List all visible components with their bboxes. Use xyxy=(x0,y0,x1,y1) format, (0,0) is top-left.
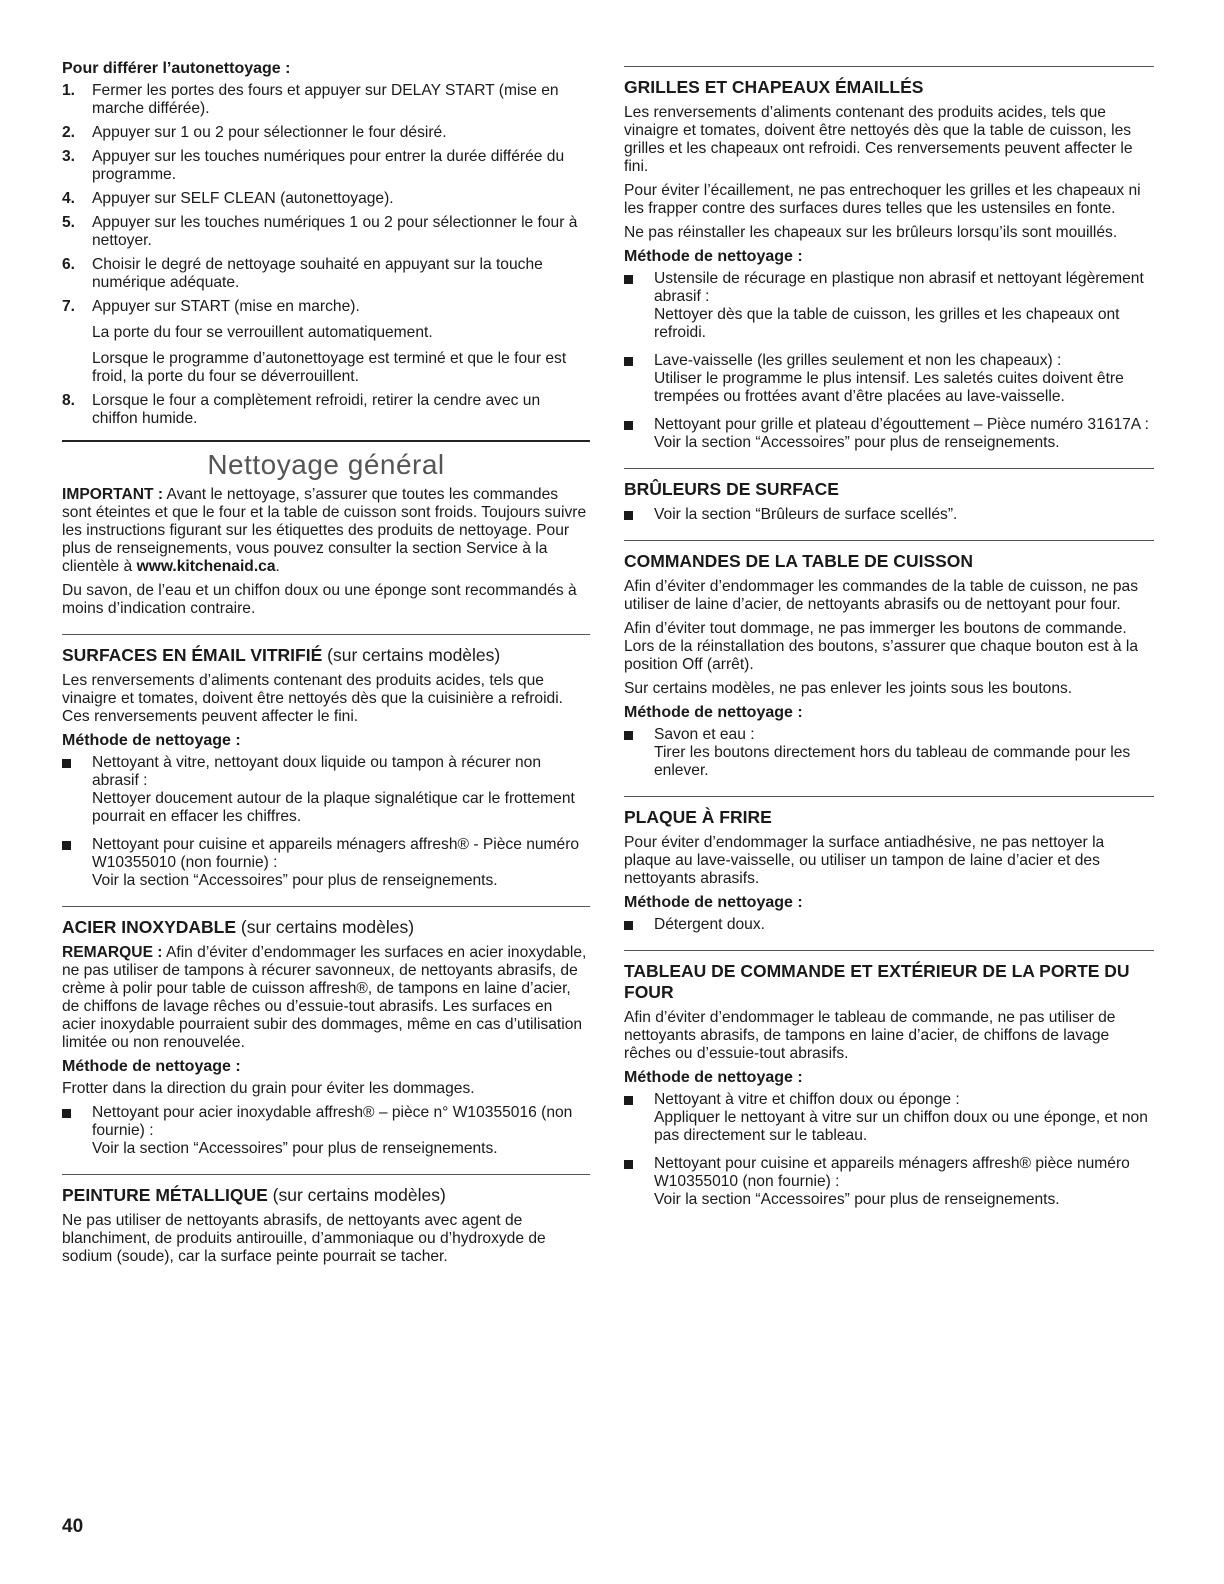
grates-methods xyxy=(624,270,1154,452)
steel-note: REMARQUE : Afin d’éviter d’endommager les surfaces en acier inoxydable, ne pas utiliser de tampons à récurer savonneux, de nettoyants abrasifs, de crème à polir pour table de cuisson affresh®, de tampons en laine d’acier, de chiffons de lavage rêches ou d’essuie-tout abrasifs. Les surfaces en acier inoxydable pourraient subir des dommages, même en cas d’utilisation limitée ou non renouvelée. xyxy=(62,944,587,1051)
step-item: 8. Lorsque le four a complètement refroidi, retirer la cendre avec un chiffon humide. xyxy=(62,392,541,427)
griddle-title: PLAQUE À FRIRE xyxy=(624,807,772,827)
bullet-icon xyxy=(624,1160,633,1169)
bullet-icon xyxy=(62,759,71,768)
grates-title: GRILLES ET CHAPEAUX ÉMAILLÉS xyxy=(624,77,924,97)
step-note: Lorsque le programme d’autonettoyage est terminé et que le four est froid, la porte du four se déverrouillent. xyxy=(92,350,567,385)
step-item: 1. Fermer les portes des fours et appuyer sur DELAY START (mise en marche différée). xyxy=(62,82,559,117)
step-item: 5. Appuyer sur les touches numériques 1 ou 2 pour sélectionner le four à nettoyer. xyxy=(62,214,578,249)
steel-text: Frotter dans la direction du grain pour éviter les dommages. xyxy=(62,1080,475,1097)
griddle-text: Pour éviter d’endommager la surface antiadhésive, ne pas nettoyer la plaque au lave-vaisselle, ou utiliser un tampon de laine d’acier et des nettoyants abrasifs. xyxy=(624,834,1105,887)
controls-text: Afin d’éviter tout dommage, ne pas immerger les boutons de commande. Lors de la réinstallation des boutons, s’assurer que chaque bouton est à la position Off (arrêt). xyxy=(624,620,1139,673)
bullet-icon xyxy=(624,275,633,284)
bullet-icon xyxy=(624,921,633,930)
paint-text: Ne pas utiliser de nettoyants abrasifs, de nettoyants avec agent de blanchiment, de produits antirouille, d’ammoniaque ou d’hydroxyde de sodium (soude), car la surface peinte pourrait se tacher. xyxy=(62,1212,546,1265)
list-item: Savon et eau : Tirer les boutons directement hors du tableau de commande pour les enlever. xyxy=(624,726,1154,780)
panel-methods xyxy=(624,1091,1154,1209)
step-item: 6. Choisir le degré de nettoyage souhaité en appuyant sur la touche numérique adéquate. xyxy=(62,256,543,291)
left-column xyxy=(62,60,590,1272)
list-item: Lave-vaisselle (les grilles seulement et non les chapeaux) : Utiliser le programme le plus intensif. Les saletés cuites doivent être trempées ou frottées avant d’être placées au lave-vaisselle. xyxy=(624,352,1154,406)
section-divider xyxy=(62,634,590,635)
grates-text: Les renversements d’aliments contenant des produits acides, tels que vinaigre et tomates, doivent être nettoyés dès que la table de cuisson, les grilles et les chapeaux ont refroidi. Ces renversements peuvent affecter le fini. xyxy=(624,104,1133,175)
steel-methods xyxy=(62,1104,590,1158)
section-divider xyxy=(624,950,1154,951)
step-item: 3. Appuyer sur les touches numériques pour entrer la durée différée du programme. xyxy=(62,148,565,183)
step-item: 4. Appuyer sur SELF CLEAN (autonettoyage). xyxy=(62,190,394,207)
grates-text: Ne pas réinstaller les chapeaux sur les brûleurs lorsqu’ils sont mouillés. xyxy=(624,224,1118,241)
method-heading: Méthode de nettoyage : xyxy=(624,248,803,265)
section-divider xyxy=(624,66,1154,67)
paint-title: PEINTURE MÉTALLIQUE (sur certains modèles) xyxy=(62,1185,446,1205)
steel-title: ACIER INOXYDABLE (sur certains modèles) xyxy=(62,917,415,937)
section-divider xyxy=(62,906,590,907)
bullet-icon xyxy=(62,1109,71,1118)
controls-methods xyxy=(624,726,1154,780)
bullet-icon xyxy=(624,731,633,740)
panel-text: Afin d’éviter d’endommager le tableau de commande, ne pas utiliser de nettoyants abrasifs, de tampons en laine d’acier, de chiffons de lavage rêches ou d’essuie-tout abrasifs. xyxy=(624,1009,1116,1062)
right-column xyxy=(624,62,1154,1219)
controls-title: COMMANDES DE LA TABLE DE CUISSON xyxy=(624,551,974,571)
delay-title: Pour différer l’autonettoyage : xyxy=(62,60,291,77)
list-item: Nettoyant à vitre et chiffon doux ou éponge : Appliquer le nettoyant à vitre sur un chiffon doux ou une éponge, et non pas directement sur le tableau. xyxy=(624,1091,1154,1145)
method-heading: Méthode de nettoyage : xyxy=(624,894,803,911)
enamel-text: Les renversements d’aliments contenant des produits acides, tels que vinaigre et tomates, doivent être nettoyés dès que la cuisinière a refroidi. Ces renversements peuvent affecter le fini. xyxy=(62,672,564,725)
controls-text: Afin d’éviter d’endommager les commandes de la table de cuisson, ne pas utiliser de laine d’acier, de nettoyants abrasifs ou de nettoyant pour four. xyxy=(624,578,1139,613)
delay-steps xyxy=(62,82,590,428)
enamel-title: SURFACES EN ÉMAIL VITRIFIÉ (sur certains modèles) xyxy=(62,645,501,665)
method-heading: Méthode de nettoyage : xyxy=(624,1069,803,1086)
bullet-icon xyxy=(624,421,633,430)
section-divider xyxy=(62,440,590,442)
controls-text: Sur certains modèles, ne pas enlever les joints sous les boutons. xyxy=(624,680,1073,697)
list-item: Voir la section “Brûleurs de surface scellés”. xyxy=(624,506,1154,524)
website-link[interactable]: www.kitchenaid.ca xyxy=(136,558,276,575)
soap-note: Du savon, de l’eau et un chiffon doux ou une éponge sont recommandés à moins d’indication contraire. xyxy=(62,582,577,617)
list-item: Nettoyant pour cuisine et appareils ménagers affresh® - Pièce numéro W10355010 (non fournie) : Voir la section “Accessoires” pour plus de renseignements. xyxy=(62,836,590,890)
list-item: Détergent doux. xyxy=(624,916,1154,934)
method-heading: Méthode de nettoyage : xyxy=(624,704,803,721)
step-item: 7. Appuyer sur START (mise en marche). La porte du four se verrouillent automatiquement. Lorsque le programme d’autonettoyage est terminé et que le four est froid, la porte du four se déverrouillent. xyxy=(62,298,590,386)
section-divider xyxy=(624,468,1154,469)
list-item: Nettoyant à vitre, nettoyant doux liquide ou tampon à récurer non abrasif : Nettoyer doucement autour de la plaque signalétique car le frottement pourrait en effacer les chiffres. xyxy=(62,754,590,826)
list-item: Nettoyant pour cuisine et appareils ménagers affresh® pièce numéro W10355010 (non fournie) : Voir la section “Accessoires” pour plus de renseignements. xyxy=(624,1155,1154,1209)
burners-list xyxy=(624,506,1154,524)
section-divider xyxy=(624,796,1154,797)
bullet-icon xyxy=(624,511,633,520)
important-note: IMPORTANT : Avant le nettoyage, s’assurer que toutes les commandes sont éteintes et que le four et la table de cuisson sont froids. Toujours suivre les instructions figurant sur les étiquettes des produits de nettoyage. Pour plus de renseignements, vous pouvez consulter la section Service à la clientèle à www.kitchenaid.ca. xyxy=(62,486,587,575)
section-divider xyxy=(62,1174,590,1175)
general-cleaning-title: Nettoyage général xyxy=(207,449,445,480)
grates-text: Pour éviter l’écaillement, ne pas entrechoquer les grilles et les chapeaux ni les frapper contre des surfaces dures telles que les ustensiles en fonte. xyxy=(624,182,1141,217)
list-item: Ustensile de récurage en plastique non abrasif et nettoyant légèrement abrasif : Nettoyer dès que la table de cuisson, les grilles et les chapeaux ont refroidi. xyxy=(624,270,1154,342)
bullet-icon xyxy=(624,1096,633,1105)
section-divider xyxy=(624,540,1154,541)
bullet-icon xyxy=(62,841,71,850)
step-item: 2. Appuyer sur 1 ou 2 pour sélectionner le four désiré. xyxy=(62,124,447,141)
griddle-methods xyxy=(624,916,1154,934)
panel-title: TABLEAU DE COMMANDE ET EXTÉRIEUR DE LA PORTE DU FOUR xyxy=(624,961,1130,1002)
method-heading: Méthode de nettoyage : xyxy=(62,732,241,749)
bullet-icon xyxy=(624,357,633,366)
step-note: La porte du four se verrouillent automatiquement. xyxy=(92,324,433,341)
list-item: Nettoyant pour grille et plateau d’égouttement – Pièce numéro 31617A : Voir la section “Accessoires” pour plus de renseignements. xyxy=(624,416,1154,452)
burners-title: BRÛLEURS DE SURFACE xyxy=(624,479,839,499)
method-heading: Méthode de nettoyage : xyxy=(62,1058,241,1075)
enamel-methods xyxy=(62,754,590,890)
page-number: 40 xyxy=(62,1516,84,1537)
list-item: Nettoyant pour acier inoxydable affresh® – pièce n° W10355016 (non fournie) : Voir la section “Accessoires” pour plus de renseignements. xyxy=(62,1104,590,1158)
